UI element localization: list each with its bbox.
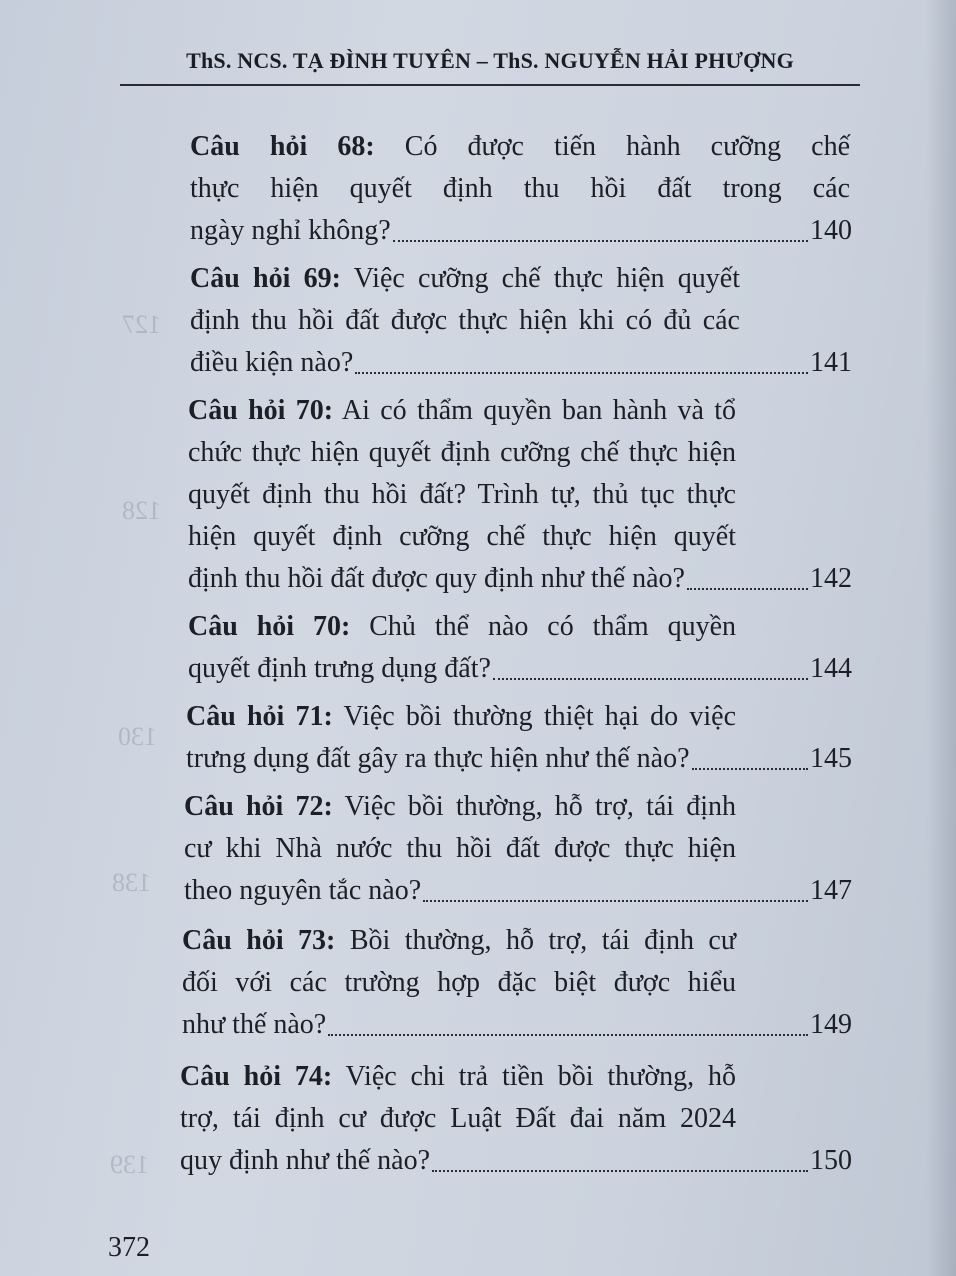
leader-dots <box>692 768 809 770</box>
leader-dots <box>423 900 808 902</box>
entry-text: quyết định thu hồi đất? Trình tự, thủ tục thực <box>188 479 736 510</box>
page-ref: 149 <box>810 1009 852 1040</box>
leader-dots <box>355 372 808 374</box>
question-label: Câu hỏi 71: <box>186 701 333 732</box>
entry-text: Việc chi trả tiền bồi thường, hỗ <box>345 1061 736 1092</box>
question-label: Câu hỏi 69: <box>190 263 341 294</box>
question-label: Câu hỏi 74: <box>180 1061 333 1092</box>
page-ref: 150 <box>810 1145 852 1176</box>
page-ref: 145 <box>810 743 852 774</box>
entry-text: trưng dụng đất gây ra thực hiện như thế nào? <box>186 743 690 774</box>
entry-text: Ai có thẩm quyền ban hành và tổ <box>341 395 737 426</box>
leader-dots <box>493 678 808 680</box>
entry-text: trợ, tái định cư được Luật Đất đai năm 2024 <box>180 1103 736 1134</box>
bleed-through-139: 139 <box>110 1150 149 1179</box>
entry-text: ngày nghỉ không? <box>190 215 391 246</box>
entry-text: Việc bồi thường thiệt hại do việc <box>343 701 737 732</box>
entry-text: Bồi thường, hỗ trợ, tái định cư <box>349 925 737 956</box>
page-number: 372 <box>108 1232 150 1263</box>
entry-text: quyết định trưng dụng đất? <box>188 653 491 684</box>
entry-text: định thu hồi đất được thực hiện khi có đủ các <box>190 305 740 336</box>
question-label: Câu hỏi 73: <box>182 925 336 956</box>
entry-text: đối với các trường hợp đặc biệt được hiểu <box>182 967 736 998</box>
page-edge-shadow <box>926 0 956 1276</box>
entry-text: như thế nào? <box>182 1009 327 1040</box>
question-label: Câu hỏi 70: <box>188 395 334 426</box>
entry-text: thực hiện quyết định thu hồi đất trong các <box>190 173 850 204</box>
bleed-through-130: 130 <box>118 722 157 751</box>
leader-dots <box>432 1170 808 1172</box>
entry-text: Chủ thể nào có thẩm quyền <box>369 611 736 642</box>
leader-dots <box>687 588 808 590</box>
entry-text: Việc bồi thường, hỗ trợ, tái định <box>344 791 737 822</box>
entry-text: định thu hồi đất được quy định như thế nào? <box>188 563 685 594</box>
bleed-through-138: 138 <box>112 868 151 897</box>
page-ref: 142 <box>810 563 852 594</box>
leader-dots <box>328 1034 808 1036</box>
bleed-through-128: 128 <box>122 496 161 525</box>
bleed-through-127: 127 <box>122 310 161 339</box>
page-ref: 144 <box>810 653 852 684</box>
page-ref: 141 <box>810 347 852 378</box>
entry-text: hiện quyết định cưỡng chế thực hiện quyết <box>188 521 736 552</box>
entry-text: Có được tiến hành cưỡng chế <box>404 131 851 162</box>
entry-text: cư khi Nhà nước thu hồi đất được thực hiện <box>184 833 736 864</box>
question-label: Câu hỏi 72: <box>184 791 333 822</box>
page-ref: 147 <box>810 875 852 906</box>
question-label: Câu hỏi 68: <box>190 131 375 162</box>
entry-text: chức thực hiện quyết định cưỡng chế thực hiện <box>188 437 736 468</box>
leader-dots <box>393 240 808 242</box>
running-header: ThS. NCS. TẠ ĐÌNH TUYÊN – ThS. NGUYỄN HẢI PHƯỢNG <box>186 48 794 73</box>
header-rule <box>120 84 860 86</box>
entry-text: theo nguyên tắc nào? <box>184 875 422 906</box>
page-ref: 140 <box>810 215 852 246</box>
question-label: Câu hỏi 70: <box>188 611 351 642</box>
entry-text: điều kiện nào? <box>190 347 354 378</box>
entry-text: quy định như thế nào? <box>180 1145 431 1176</box>
entry-text: Việc cưỡng chế thực hiện quyết <box>353 263 740 294</box>
